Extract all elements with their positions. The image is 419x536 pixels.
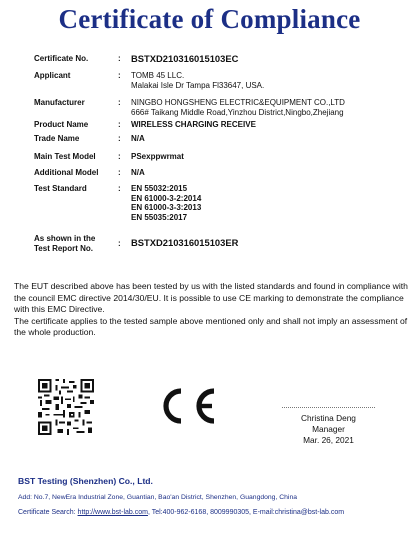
field-label: Trade Name — [34, 134, 80, 143]
field-separator: : — [118, 120, 121, 129]
company-address: Add: No.7, NewEra Industrial Zone, Guantian, Bao'an District, Shenzhen, Guangdong, China — [18, 494, 298, 501]
field-separator: : — [118, 152, 121, 161]
field-separator: : — [118, 184, 121, 193]
certificate-title: Certificate of Compliance — [58, 4, 361, 34]
field-separator: : — [118, 239, 121, 248]
field-separator: : — [118, 54, 121, 63]
field-value: WIRELESS CHARGING RECEIVE — [131, 120, 256, 129]
standard-item: EN 55032:2015 — [131, 184, 188, 193]
manufacturer-name: NINGBO HONGSHENG ELECTRIC&EQUIPMENT CO.,LTD — [131, 98, 345, 107]
field-value: N/A — [131, 168, 145, 177]
field-label: Additional Model — [34, 168, 99, 177]
statement-paragraph: The certificate applies to the tested sample above mentioned only and shall not imply an assessment of the whole production. — [14, 315, 408, 338]
ce-mark-icon — [151, 383, 221, 429]
applicant-address: Malakai Isle Dr Tampa Fl33647, USA. — [131, 80, 265, 90]
field-value — [131, 184, 411, 222]
test-report-label-line1: As shown in the — [34, 234, 96, 243]
certificate-number: BSTXD210316015103EC — [131, 53, 239, 64]
statement-paragraph: The EUT described above has been tested by us with the listed standards and found in compliance with the council EMC directive 2014/30/EU. It is possible to use CE marking to demonstrate the compliance with this EMC Directive. — [14, 281, 408, 315]
test-report-number: BSTXD210316015103ER — [131, 237, 239, 248]
signer-title: Manager — [312, 424, 345, 434]
field-label: Certificate No. — [34, 54, 89, 63]
field-separator: : — [118, 168, 121, 177]
field-label: Manufacturer — [34, 98, 85, 107]
search-link[interactable]: http://www.bst-lab.com — [77, 509, 148, 516]
field-label: Applicant — [34, 71, 71, 80]
footer — [18, 476, 413, 516]
standard-item: EN 55035:2017 — [131, 212, 188, 222]
compliance-statement — [14, 281, 409, 339]
contact-info: , Tel:400-962-6168, 8009990305, E-mail:christina@bst-lab.com — [147, 509, 345, 516]
field-value: N/A — [131, 134, 145, 143]
manufacturer-address: 666# Taikang Middle Road,Yinzhou District,Ningbo,Zhejiang — [131, 107, 344, 117]
signer-block — [282, 413, 375, 446]
field-separator: : — [118, 98, 121, 107]
field-value: PSexppwrmat — [131, 152, 184, 161]
certificate-search — [18, 509, 344, 516]
signature-line — [282, 407, 375, 408]
field-label: Main Test Model — [34, 152, 96, 161]
field-separator: : — [118, 71, 121, 80]
field-value — [131, 71, 411, 90]
field-value — [131, 98, 411, 117]
signer-name: Christina Deng — [301, 413, 356, 423]
field-label: Product Name — [34, 120, 89, 129]
test-report-label-line2: Test Report No. — [34, 243, 93, 253]
qr-code-icon — [38, 379, 94, 435]
standard-item: EN 61000-3-2:2014 — [131, 193, 202, 203]
company-name: BST Testing (Shenzhen) Co., Ltd. — [18, 476, 153, 486]
field-label: Test Standard — [34, 184, 87, 193]
field-separator: : — [118, 134, 121, 143]
field-label — [34, 234, 116, 253]
search-label: Certificate Search: — [18, 509, 76, 516]
signature-date: Mar. 26, 2021 — [303, 435, 354, 445]
applicant-name: TOMB 45 LLC. — [131, 71, 185, 80]
standard-item: EN 61000-3-3:2013 — [131, 203, 202, 212]
